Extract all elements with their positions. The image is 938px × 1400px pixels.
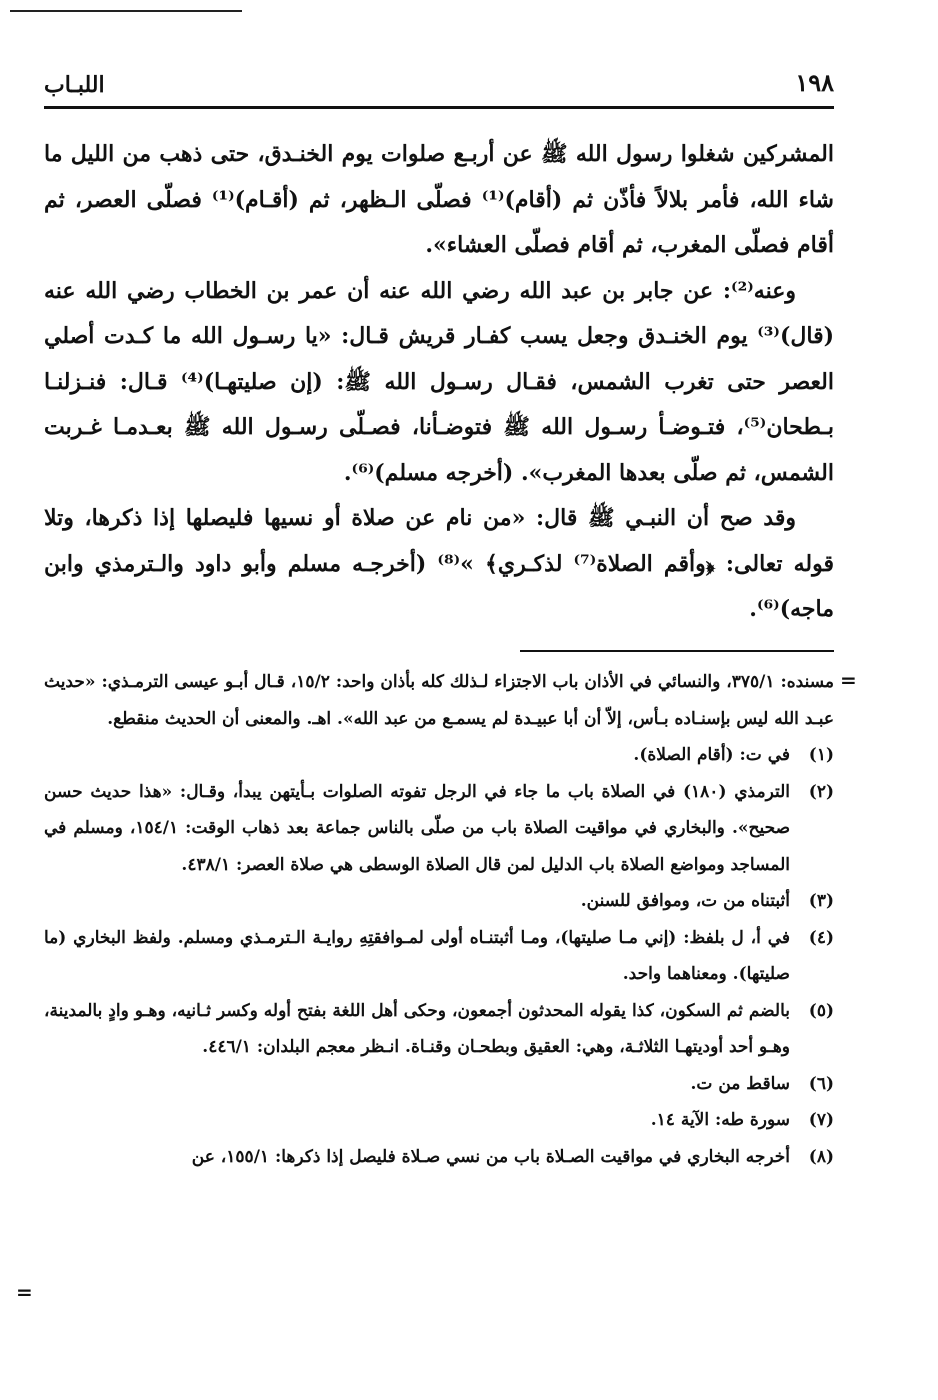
- top-rule: [10, 10, 242, 12]
- footnote-text: أثبتناه من ت، وموافق للسنن.: [580, 891, 790, 911]
- footnote-item: [44, 1139, 834, 1176]
- footnote-item: [44, 774, 834, 884]
- continued-from-mark: =: [840, 668, 857, 692]
- footnote-number: (٤): [808, 927, 834, 948]
- main-paragraph-3: وقد صح أن النبـي ﷺ قال: «من نام عن صلاة أو نسيها فليصلها إذا ذكرها، وتلا قوله تعالى: ﴿وأقم الصلاة⁽⁷⁾ لذكـري﴾ »⁽⁸⁾ (أخرجـه مسلم وأبو داود والـترمذي وابن ماجه)⁽⁶⁾.: [44, 505, 834, 622]
- footnote-item: [44, 883, 834, 920]
- header-rule: [44, 106, 834, 109]
- footnote-text: في أ، ل بلفظ: (إني مـا صليتها)، ومـا أثبتنـاه أولى لمـوافقتِهِ روايـة الـترمـذي ومسلم. ولفظ البخاري (ما صليتها). ومعناهما واحد.: [44, 927, 790, 984]
- footnote-text: في ت: (أقام الصلاة).: [633, 745, 790, 765]
- footnote-text: ساقط من ت.: [690, 1073, 790, 1094]
- footnote-number: (١): [808, 745, 834, 765]
- footnote-item: [44, 920, 834, 993]
- footnote-text: أخرجه البخاري في مواقيت الصـلاة باب من نسي صـلاة فليصل إذا ذكرها: ١٥٥/١، عن: [191, 1146, 790, 1167]
- footnotes: [44, 664, 834, 1175]
- book-title: اللبـاب: [44, 72, 105, 98]
- page-header: [44, 68, 834, 102]
- footnote-number: (٥): [808, 1000, 834, 1021]
- footnote-separator: [520, 650, 834, 652]
- main-text: [44, 132, 834, 633]
- footnote-number: (٨): [808, 1146, 834, 1167]
- footnote-number: (٣): [808, 891, 834, 911]
- footnote-text: سورة طه: الآية ١٤.: [650, 1110, 790, 1130]
- continued-to-mark: =: [16, 1280, 33, 1304]
- footnote-text: بالضم ثم السكون، كذا يقوله المحدثون أجمعون، وحكى أهل اللغة بفتح أوله وكسر ثـانيه، وهـو وادٍ بالمدينة، وهـو أحد أوديتهـا الثلاثـة، وهي: العقيق وبطحـان وقنـاة. انـظر معجم البلدان: ٤٤٦/١.: [44, 1000, 790, 1057]
- footnote-item: [44, 1066, 834, 1103]
- main-paragraph-2: وعنه⁽²⁾: عن جابر بن عبد الله رضي الله عنه أن عمر بن الخطاب رضي الله عنه (قال)⁽³⁾ يوم الخنـدق وجعل يسب كفـار قريش قـال: «يا رسـول الله ما كـدت أصلي العصر حتى تغرب الشمس، فقـال رسـول الله ﷺ: (إن صليتهـا)⁽⁴⁾ قـال: فنـزلنـا بـطحان⁽⁵⁾، فتـوضـأ رسـول الله ﷺ فتوضـأنا، فصـلّى رسـول الله ﷺ بعـدمـا غـربت الشمس، ثم صلّى بعدها المغرب». (أخرجه مسلم)⁽⁶⁾.: [44, 277, 834, 486]
- footnote-continuation: مسنده: ٣٧٥/١، والنسائي في الأذان باب الاجتزاء لـذلك كله بأذان واحد: ١٥/٢، قـال أبـو عيسى الترمـذي: «حديث عبـد الله ليس بإسنـاده بـأس، إلاّ أن أبا عبيـدة لم يسمـع من عبد الله». اهـ. والمعنى أن الحديث منقطع.: [44, 672, 834, 729]
- footnote-item: [44, 737, 834, 774]
- footnote-number: (٢): [808, 781, 834, 802]
- footnote-text: الترمذي (١٨٠) في الصلاة باب ما جاء في الرجل تفوته الصلوات بـأيتهن يبدأ، وقـال: «هذا حديث حسن صحيح». والبخاري في مواقيت الصلاة باب من صلّى بالناس جماعة بعد ذهاب الوقت: ١٥٤/١، ومسلم في المساجد ومواضع الصلاة باب الدليل لمن قال الصلاة الوسطى هي صلاة العصر: ٤٣٨/١.: [44, 781, 791, 875]
- page-number: ١٩٨: [795, 68, 834, 97]
- footnote-number: (٦): [808, 1073, 834, 1094]
- footnote-number: (٧): [808, 1110, 834, 1130]
- footnote-item: [44, 1102, 834, 1139]
- main-paragraph-1: المشركين شغلوا رسول الله ﷺ عن أربـع صلوات يوم الخنـدق، حتى ذهب من الليل ما شاء الله، فأمر بلالاً فأذّن ثم (أقام)⁽¹⁾ فصلّى الـظهر، ثم (أقـام)⁽¹⁾ فصلّى العصر، ثم أقام فصلّى المغرب، ثم أقام فصلّى العشاء».: [44, 141, 834, 258]
- footnote-item: [44, 993, 834, 1066]
